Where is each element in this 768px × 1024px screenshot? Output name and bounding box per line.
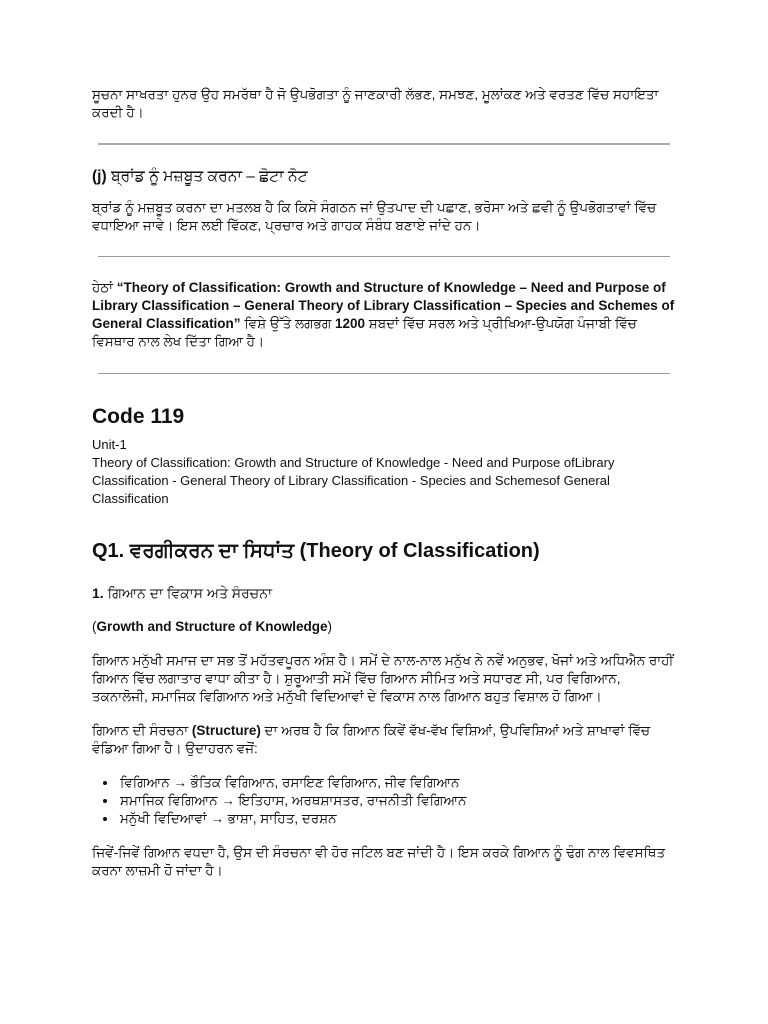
section-title: ਗਿਆਨ ਦਾ ਵਿਕਾਸ ਅਤੇ ਸੰਰਚਨਾ [107,585,272,601]
structure-prefix: ਗਿਆਨ ਦੀ ਸੰਰਚਨਾ [92,723,192,738]
theory-intro-count: 1200 [335,316,366,331]
code-heading: Code 119 [92,405,185,428]
section-number: 1. [92,585,104,601]
unit-topics: Theory of Classification: Growth and Structure of Knowledge - Need and Purpose ofLibrary Classification - General Theory of Library Classification - Species and Schemesof General Classification [92,455,615,506]
unit-label: Unit-1 [92,437,127,452]
knowledge-paragraph: ਗਿਆਨ ਮਨੁੱਖੀ ਸਮਾਜ ਦਾ ਸਭ ਤੋਂ ਮਹੱਤਵਪੂਰਨ ਅੰਸ਼ ਹੈ। ਸਮੇਂ ਦੇ ਨਾਲ-ਨਾਲ ਮਨੁੱਖ ਨੇ ਨਵੇਂ ਅਨੁਭਵ, ਖੋਜਾਂ ਅਤੇ ਅਧਿਐਨ ਰਾਹੀਂ ਗਿਆਨ ਵਿੱਚ ਲਗਾਤਾਰ ਵਾਧਾ ਕੀਤਾ ਹੈ। ਸ਼ੁਰੂਆਤੀ ਸਮੇਂ ਵਿੱਚ ਗਿਆਨ ਸੀਮਿਤ ਅਤੇ ਸਧਾਰਣ ਸੀ, ਪਰ ਵਿਗਿਆਨ, ਤਕਨਾਲੋਜੀ, ਸਮਾਜਿਕ ਵਿਗਿਆਨ ਅਤੇ ਮਨੁੱਖੀ ਵਿਦਿਆਵਾਂ ਦੇ ਵਿਕਾਸ ਨਾਲ ਗਿਆਨ ਬਹੁਤ ਵਿਸ਼ਾਲ ਹੋ ਗਿਆ। [92,653,674,704]
structure-paragraph [92,722,678,758]
theory-intro-suffix: ਸ਼ਬਦਾਂ ਵਿੱਚ ਸਰਲ ਅਤੇ ਪ੍ਰੀਖਿਆ-ਉਪਯੋਗ ਪੰਜਾਬੀ ਵਿੱਚ ਵਿਸਥਾਰ ਨਾਲ ਲੇਖ ਦਿੱਤਾ ਗਿਆ ਹੈ। [92,316,637,349]
closing-paragraph: ਜਿਵੇਂ-ਜਿਵੇਂ ਗਿਆਨ ਵਧਦਾ ਹੈ, ਉਸ ਦੀ ਸੰਰਚਨਾ ਵੀ ਹੋਰ ਜਟਿਲ ਬਣ ਜਾਂਦੀ ਹੈ। ਇਸ ਕਰਕੇ ਗਿਆਨ ਨੂੰ ਢੰਗ ਨਾਲ ਵਿਵਸਥਿਤ ਕਰਨਾ ਲਾਜ਼ਮੀ ਹੋ ਜਾਂਦਾ ਹੈ। [92,845,666,878]
list-item: • ਮਨੁੱਖੀ ਵਿਦਿਆਵਾਂ → ਭਾਸ਼ਾ, ਸਾਹਿਤ, ਦਰਸ਼ਨ [118,810,678,828]
divider [98,373,670,374]
section-heading [92,583,678,603]
q1-heading: Q1. ਵਰਗੀਕਰਨ ਦਾ ਸਿਧਾਂਤ (Theory of Classification) [92,540,540,562]
divider [98,143,670,145]
document-page [92,86,678,880]
divider [98,256,670,257]
section-subheading [92,618,678,636]
structure-suffix: ਦਾ ਅਰਥ ਹੈ ਕਿ ਗਿਆਨ ਕਿਵੇਂ ਵੱਖ-ਵੱਖ ਵਿਸ਼ਿਆਂ, ਉਪਵਿਸ਼ਿਆਂ ਅਤੇ ਸ਼ਾਖਾਵਾਂ ਵਿੱਚ ਵੰਡਿਆ ਗਿਆ ਹੈ। ਉਦਾਹਰਨ ਵਜੋਂ: [92,723,651,756]
subheading-close: ) [327,619,333,634]
theory-intro-middle: ਵਿਸ਼ੇ ਉੱਤੇ ਲਗਭਗ [240,316,335,331]
intro-paragraph: ਸੂਚਨਾ ਸਾਖਰਤਾ ਹੁਨਰ ਉਹ ਸਮਰੱਥਾ ਹੈ ਜੋ ਉਪਭੋਗਤਾ ਨੂੰ ਜਾਣਕਾਰੀ ਲੱਭਣ, ਸਮਝਣ, ਮੂਲਾਂਕਣ ਅਤੇ ਵਰਤਣ ਵਿੱਚ ਸਹਾਇਤਾ ਕਰਦੀ ਹੈ। [92,87,659,120]
list-item: • ਵਿਗਿਆਨ → ਭੌਤਿਕ ਵਿਗਿਆਨ, ਰਸਾਇਣ ਵਿਗਿਆਨ, ਜੀਵ ਵਿਗਿਆਨ [118,774,678,792]
theory-intro-paragraph [92,279,678,351]
structure-term: (Structure) [191,723,261,738]
brand-note-body: ਬ੍ਰਾਂਡ ਨੂੰ ਮਜ਼ਬੂਤ ਕਰਨਾ ਦਾ ਮਤਲਬ ਹੈ ਕਿ ਕਿਸੇ ਸੰਗਠਨ ਜਾਂ ਉਤਪਾਦ ਦੀ ਪਛਾਣ, ਭਰੋਸਾ ਅਤੇ ਛਵੀ ਨੂੰ ਉਪਭੋਗਤਾਵਾਂ ਵਿੱਚ ਵਧਾਇਆ ਜਾਵੇ। ਇਸ ਲਈ ਵਿੱਕਣ, ਪ੍ਰਚਾਰ ਅਤੇ ਗਾਹਕ ਸੰਬੰਧ ਬਣਾਏ ਜਾਂਦੇ ਹਨ। [92,200,657,233]
subheading-open: ( [92,619,97,634]
subheading-text: Growth and Structure of Knowledge [96,619,328,634]
brand-note-heading [92,166,678,188]
brand-note-label: (j) [92,168,107,185]
list-item: • ਸਮਾਜਿਕ ਵਿਗਿਆਨ → ਇਤਿਹਾਸ, ਅਰਥਸ਼ਾਸਤਰ, ਰਾਜਨੀਤੀ ਵਿਗਿਆਨ [118,792,678,810]
theory-intro-title: “Theory of Classification: Growth and Structure of Knowledge – Need and Purpose of Library Classification – General Theory of Library Classification – Species and Schemes of General Classification” [92,280,675,331]
brand-note-title: ਬ੍ਰਾਂਡ ਨੂੰ ਮਜ਼ਬੂਤ ਕਰਨਾ – ਛੋਟਾ ਨੋਟ [110,168,308,185]
unit-block [92,436,678,508]
theory-intro-prefix: ਹੇਠਾਂ [92,280,117,295]
examples-list [92,774,678,828]
